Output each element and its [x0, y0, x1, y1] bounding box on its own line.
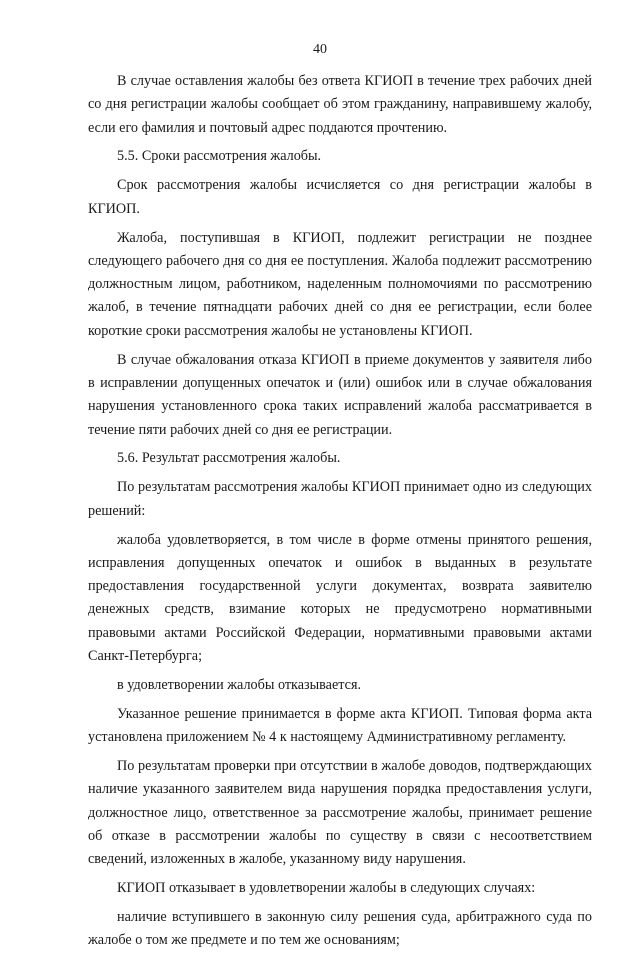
document-body	[88, 70, 592, 958]
section-heading: 5.5. Сроки рассмотрения жалобы.	[117, 148, 322, 165]
paragraph: В случае оставления жалобы без ответа КГИОП в течение трех рабочих дней со дня регистрации жалобы сообщает об этом гражданину, направившему жалобу, если его фамилия и почтовый адрес поддаются прочтению.	[88, 73, 592, 136]
paragraph: Срок рассмотрения жалобы исчисляется со дня регистрации жалобы в КГИОП.	[88, 177, 592, 217]
paragraph: По результатам проверки при отсутствии в жалобе доводов, подтверждающих наличие указанного заявителем вида нарушения порядка предоставления услуги, должностное лицо, ответственное за рассмотрение жалобы, принимает решение об отказе в рассмотрении жалобы по существу в связи с несоответствием сведений, изложенных в жалобе, указанному виду нарушения.	[88, 757, 592, 868]
page-number: 40	[313, 42, 327, 57]
paragraph: КГИОП отказывает в удовлетворении жалобы в следующих случаях:	[117, 880, 536, 897]
paragraph: В случае обжалования отказа КГИОП в приеме документов у заявителя либо в исправлении допущенных опечаток и (или) ошибок или в случае обжалования нарушения установленного срока таких исправлений жалоба рассматривается в течение пяти рабочих дней со дня ее регистрации.	[88, 351, 592, 438]
section-heading: 5.6. Результат рассмотрения жалобы.	[117, 450, 341, 467]
paragraph: Жалоба, поступившая в КГИОП, подлежит регистрации не позднее следующего рабочего дня со дня ее поступления. Жалоба подлежит рассмотрению должностным лицом, работником, наделенным полномочиями по рассмотрению жалоб, в течение пятнадцати рабочих дней со дня ее регистрации, если более короткие сроки рассмотрения жалобы не установлены КГИОП.	[88, 229, 592, 339]
list-item: в удовлетворении жалобы отказывается.	[117, 676, 362, 693]
list-item: жалоба удовлетворяется, в том числе в форме отмены принятого решения, исправления допущенных опечаток и ошибок в выданных в результате предоставления государственной услуги документах, возврата заявителю денежных средств, взимание которых не предусмотрено нормативными правовыми актами Российской Федерации, нормативными правовыми актами Санкт-Петербурга;	[88, 531, 592, 664]
paragraph: По результатам рассмотрения жалобы КГИОП принимает одно из следующих решений:	[88, 479, 592, 519]
paragraph: Указанное решение принимается в форме акта КГИОП. Типовая форма акта установлена приложением № 4 к настоящему Административному регламенту.	[88, 705, 592, 746]
list-item: наличие вступившего в законную силу решения суда, арбитражного суда по жалобе о том же предмете и по тем же основаниям;	[88, 908, 592, 949]
